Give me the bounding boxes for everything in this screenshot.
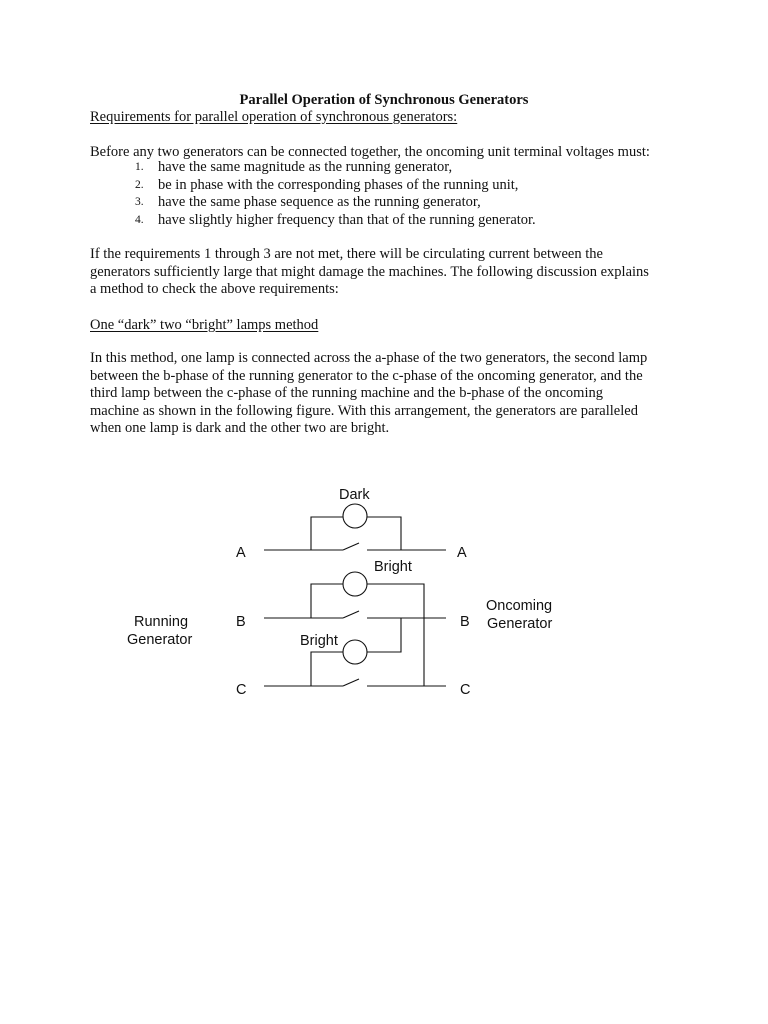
phase-label-right-b: B bbox=[460, 614, 470, 630]
bright-lamp-bottom-label: Bright bbox=[300, 633, 338, 649]
running-generator-label-line1: Running bbox=[134, 614, 189, 630]
list-item-text: have the same magnitude as the running generator, bbox=[158, 159, 453, 175]
requirements-subtitle: Requirements for parallel operation of synchronous generators: bbox=[90, 109, 458, 125]
oncoming-generator-label-line2: Generator bbox=[487, 616, 553, 632]
paragraph-line: when one lamp is dark and the other two are bright. bbox=[90, 420, 390, 437]
paragraph-line: In this method, one lamp is connected across the a-phase of the two generators, the second lamp bbox=[90, 350, 648, 366]
list-item-number: 4. bbox=[135, 213, 144, 226]
dark-lamp bbox=[343, 504, 367, 528]
running-generator-label-line2: Generator bbox=[127, 632, 193, 648]
list-item-number: 1. bbox=[135, 161, 144, 173]
paragraph-line: machine as shown in the following figure. With this arrangement, the generators are paralleled bbox=[90, 402, 638, 419]
phase-label-left-b: B bbox=[236, 614, 246, 630]
bright-lamp-bottom bbox=[343, 640, 367, 664]
paragraph-line: generators sufficiently large that might damage the machines. The following discussion explains bbox=[90, 263, 649, 280]
page-title: Parallel Operation of Synchronous Generators bbox=[239, 92, 529, 108]
paragraph-line: third lamp between the c-phase of the running machine and the b-phase of the oncoming bbox=[90, 385, 603, 402]
phase-label-left-a: A bbox=[236, 545, 246, 561]
method-heading: One “dark” two “bright” lamps method bbox=[90, 317, 319, 333]
phase-label-left-c: C bbox=[236, 682, 247, 698]
bright-lamp-top-left-lead bbox=[311, 584, 343, 618]
phase-label-right-a: A bbox=[457, 545, 467, 561]
list-item-text: have the same phase sequence as the running generator, bbox=[158, 194, 481, 210]
paragraph-line: between the b-phase of the running generator to the c-phase of the oncoming generator, and the bbox=[90, 367, 643, 384]
intro-sentence: Before any two generators can be connected together, the oncoming unit terminal voltages must: bbox=[90, 144, 650, 160]
bright-lamp-bottom-right-lead bbox=[367, 618, 401, 652]
bright-lamp-top-right-lead bbox=[367, 584, 424, 686]
bright-lamp-top bbox=[343, 572, 367, 596]
paragraph-line: If the requirements 1 through 3 are not met, there will be circulating current between the bbox=[90, 246, 603, 262]
paragraph-line: a method to check the above requirements: bbox=[90, 281, 339, 298]
list-item-number: 3. bbox=[135, 196, 144, 208]
dark-lamp-left-lead bbox=[311, 517, 343, 550]
list-item-text: be in phase with the corresponding phases of the running unit, bbox=[158, 176, 519, 193]
list-item-number: 2. bbox=[135, 178, 144, 191]
list-item-text: have slightly higher frequency than that of the running generator. bbox=[158, 211, 536, 228]
phase-label-right-c: C bbox=[460, 682, 471, 698]
phase-c-switch bbox=[343, 679, 359, 686]
bright-lamp-top-label: Bright bbox=[374, 559, 412, 575]
dark-lamp-label: Dark bbox=[339, 487, 370, 503]
oncoming-generator-label-line1: Oncoming bbox=[486, 598, 553, 614]
phase-b-switch bbox=[343, 611, 359, 618]
dark-lamp-right-lead bbox=[367, 517, 401, 550]
bright-lamp-bottom-left-lead bbox=[311, 652, 343, 686]
phase-a-switch bbox=[343, 543, 359, 550]
